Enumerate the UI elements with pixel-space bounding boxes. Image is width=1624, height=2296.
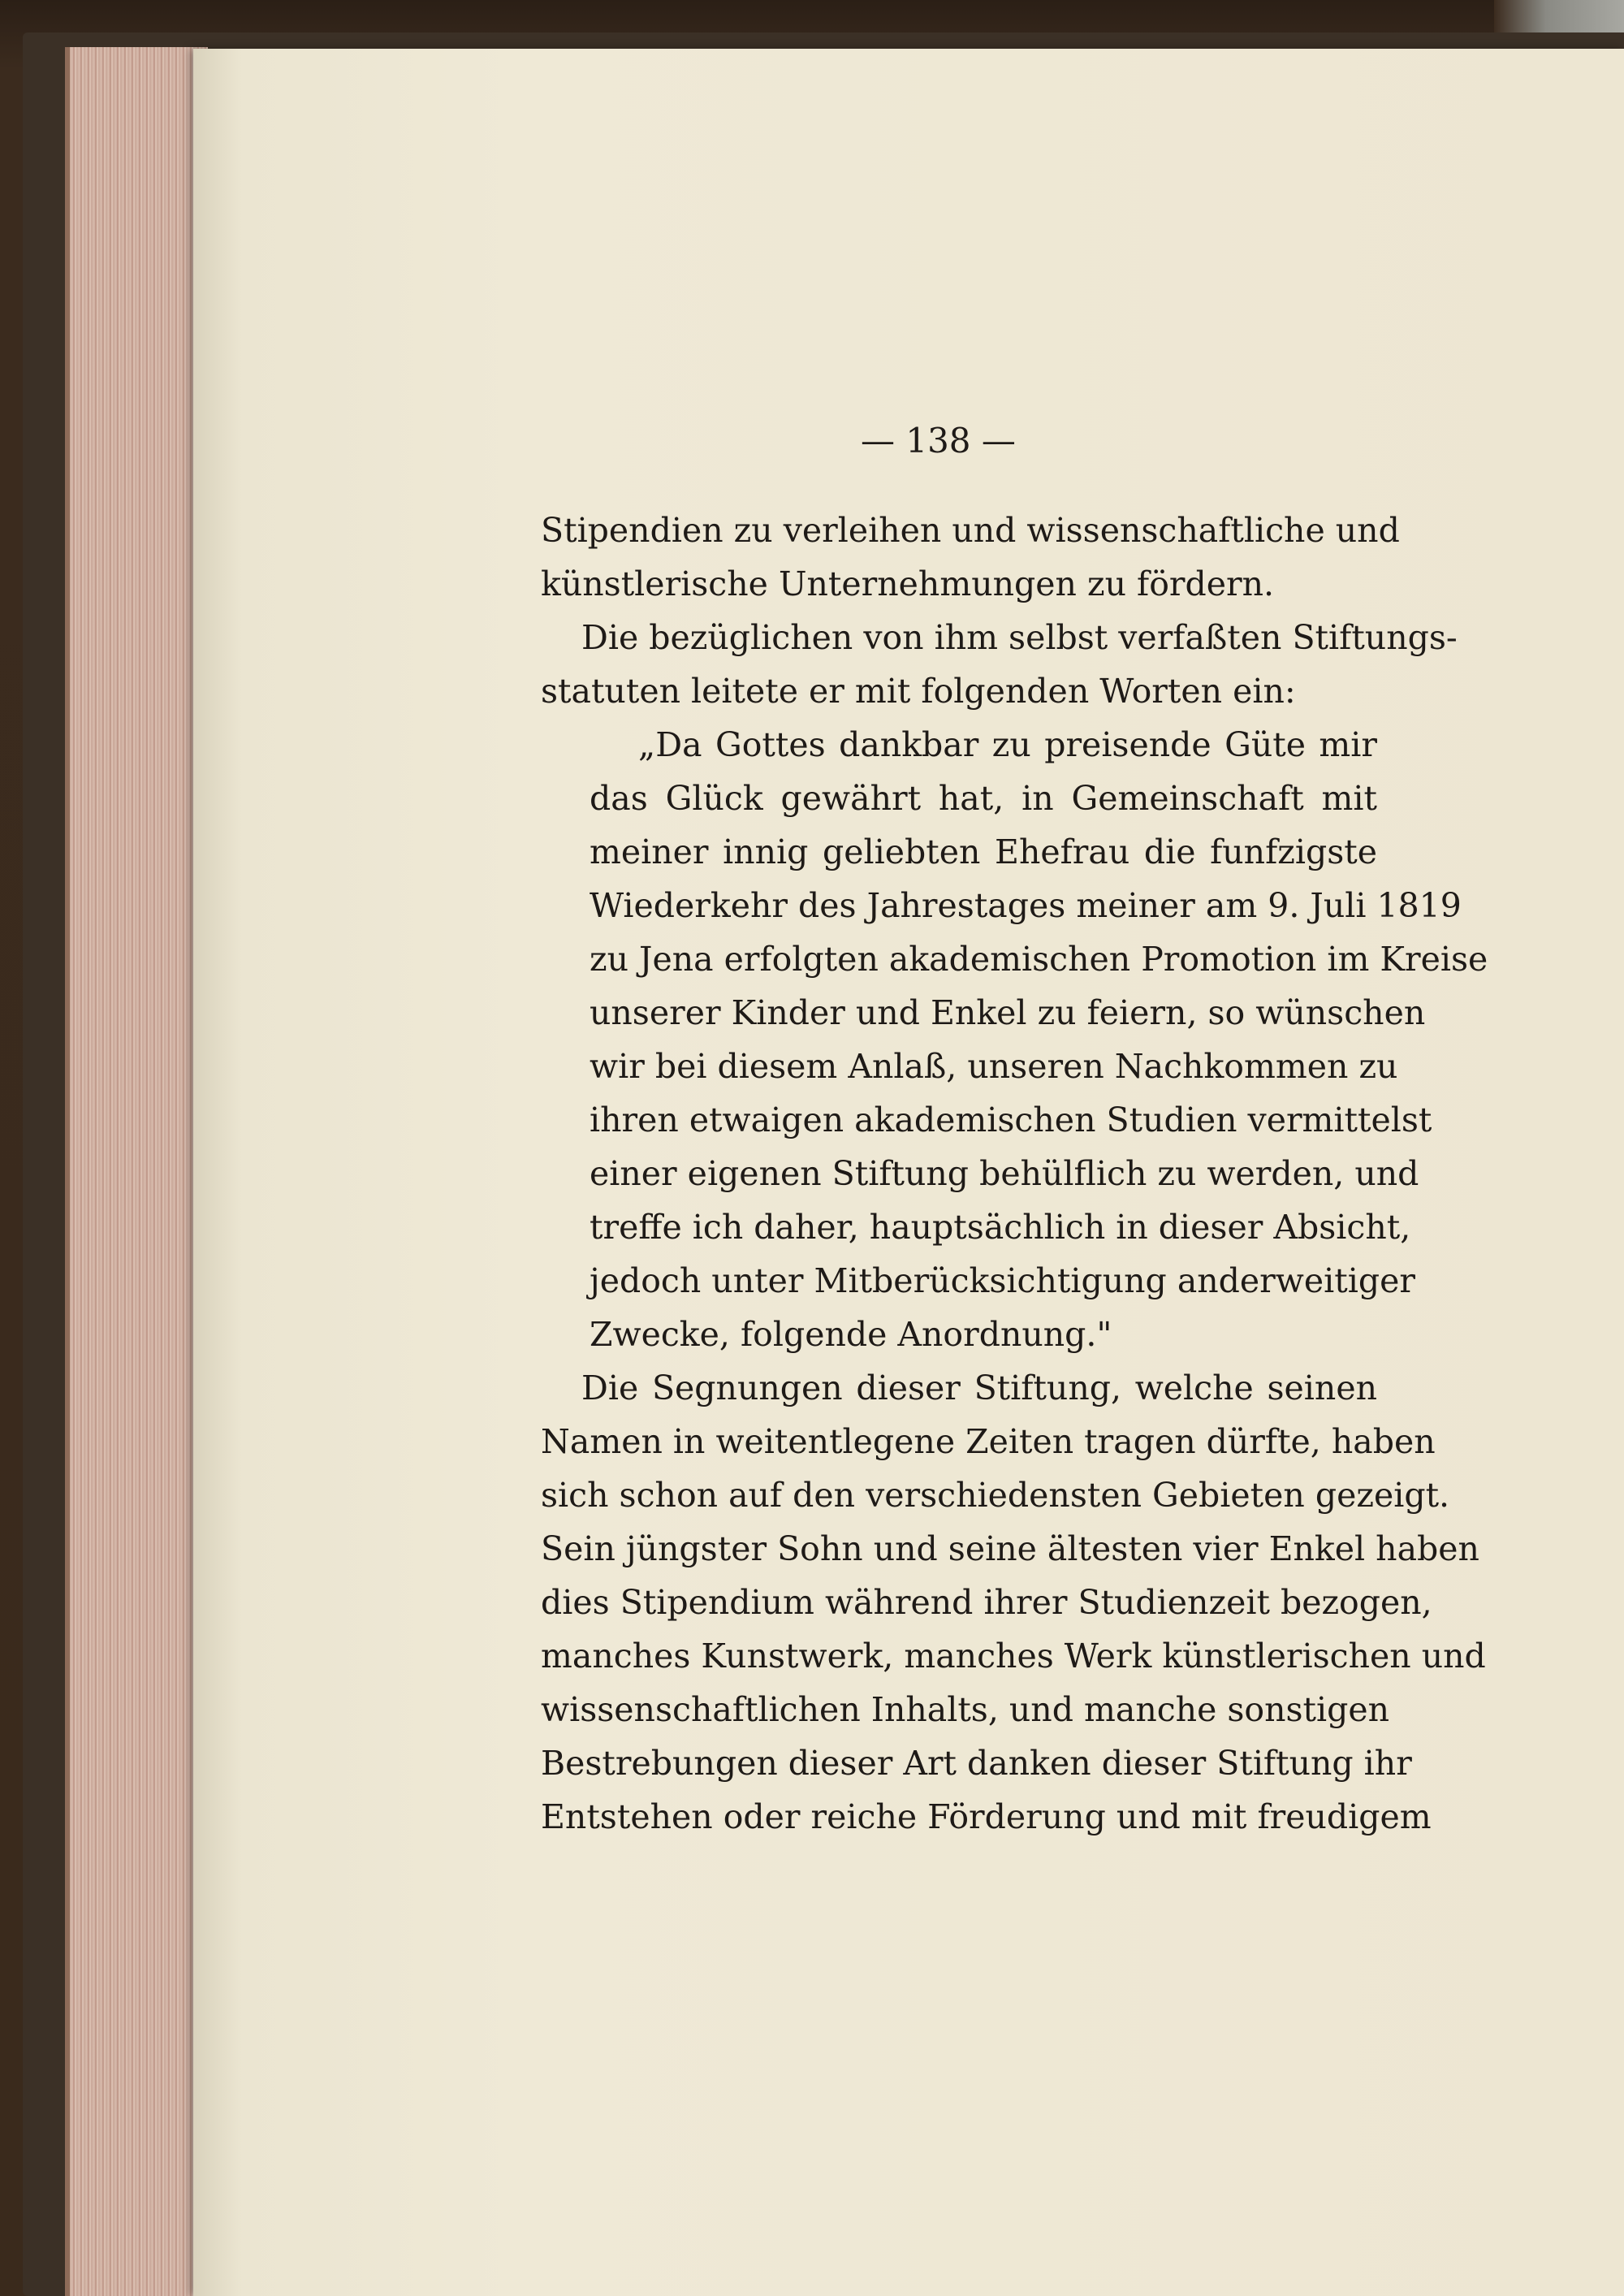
quote-line: wir bei diesem Anlaß, unseren Nachkommen zu: [590, 1047, 1398, 1086]
text-line: Namen in weitentlegene Zeiten tragen dürfte, haben: [541, 1422, 1436, 1461]
quote-line: zu Jena erfolgten akademischen Promotion im Kreise: [590, 940, 1488, 979]
text-line: wissenschaftlichen Inhalts, und manche sonstigen: [541, 1690, 1390, 1729]
text-line: dies Stipendium während ihrer Studienzeit bezogen,: [541, 1583, 1432, 1622]
quote-line: meiner innig geliebten Ehefrau die funfzigste: [590, 832, 1377, 871]
quote-line: ihren etwaigen akademischen Studien vermittelst: [590, 1100, 1432, 1139]
text-line: Entstehen oder reiche Förderung und mit freudigem: [541, 1797, 1432, 1836]
page-number: — 138 —: [861, 421, 1016, 460]
quote-line: unserer Kinder und Enkel zu feiern, so wünschen: [590, 993, 1426, 1032]
page-edges: [65, 47, 208, 2296]
text-line: Stipendien zu verleihen und wissenschaftliche und: [541, 511, 1400, 550]
text-line: manches Kunstwerk, manches Werk künstlerischen und: [541, 1637, 1486, 1676]
text-line: Die Segnungen dieser Stiftung, welche seinen: [581, 1369, 1377, 1407]
quote-line: einer eigenen Stiftung behülflich zu werden, und: [590, 1154, 1419, 1193]
text-line: Die bezüglichen von ihm selbst verfaßten Stiftungs-: [581, 618, 1458, 657]
quote-line: jedoch unter Mitberücksichtigung anderweitiger: [590, 1261, 1415, 1300]
quote-line: treffe ich daher, hauptsächlich in dieser Absicht,: [590, 1208, 1411, 1247]
text-line: statuten leitete er mit folgenden Worten ein:: [541, 672, 1296, 711]
text-line: Sein jüngster Sohn und seine ältesten vier Enkel haben: [541, 1529, 1479, 1568]
quote-line: Zwecke, folgende Anordnung.": [590, 1315, 1112, 1354]
quote-line: das Glück gewährt hat, in Gemeinschaft mit: [590, 779, 1377, 818]
text-line: sich schon auf den verschiedensten Gebieten gezeigt.: [541, 1476, 1450, 1515]
quote-line: Wiederkehr des Jahrestages meiner am 9. Juli 1819: [590, 886, 1462, 925]
text-line: Bestrebungen dieser Art danken dieser Stiftung ihr: [541, 1744, 1412, 1783]
page-body-text: [541, 504, 1488, 1844]
text-line: künstlerische Unternehmungen zu fördern.: [541, 564, 1275, 603]
scan-corner: [1494, 0, 1624, 32]
quote-line: „Da Gottes dankbar zu preisende Güte mir: [638, 725, 1377, 764]
